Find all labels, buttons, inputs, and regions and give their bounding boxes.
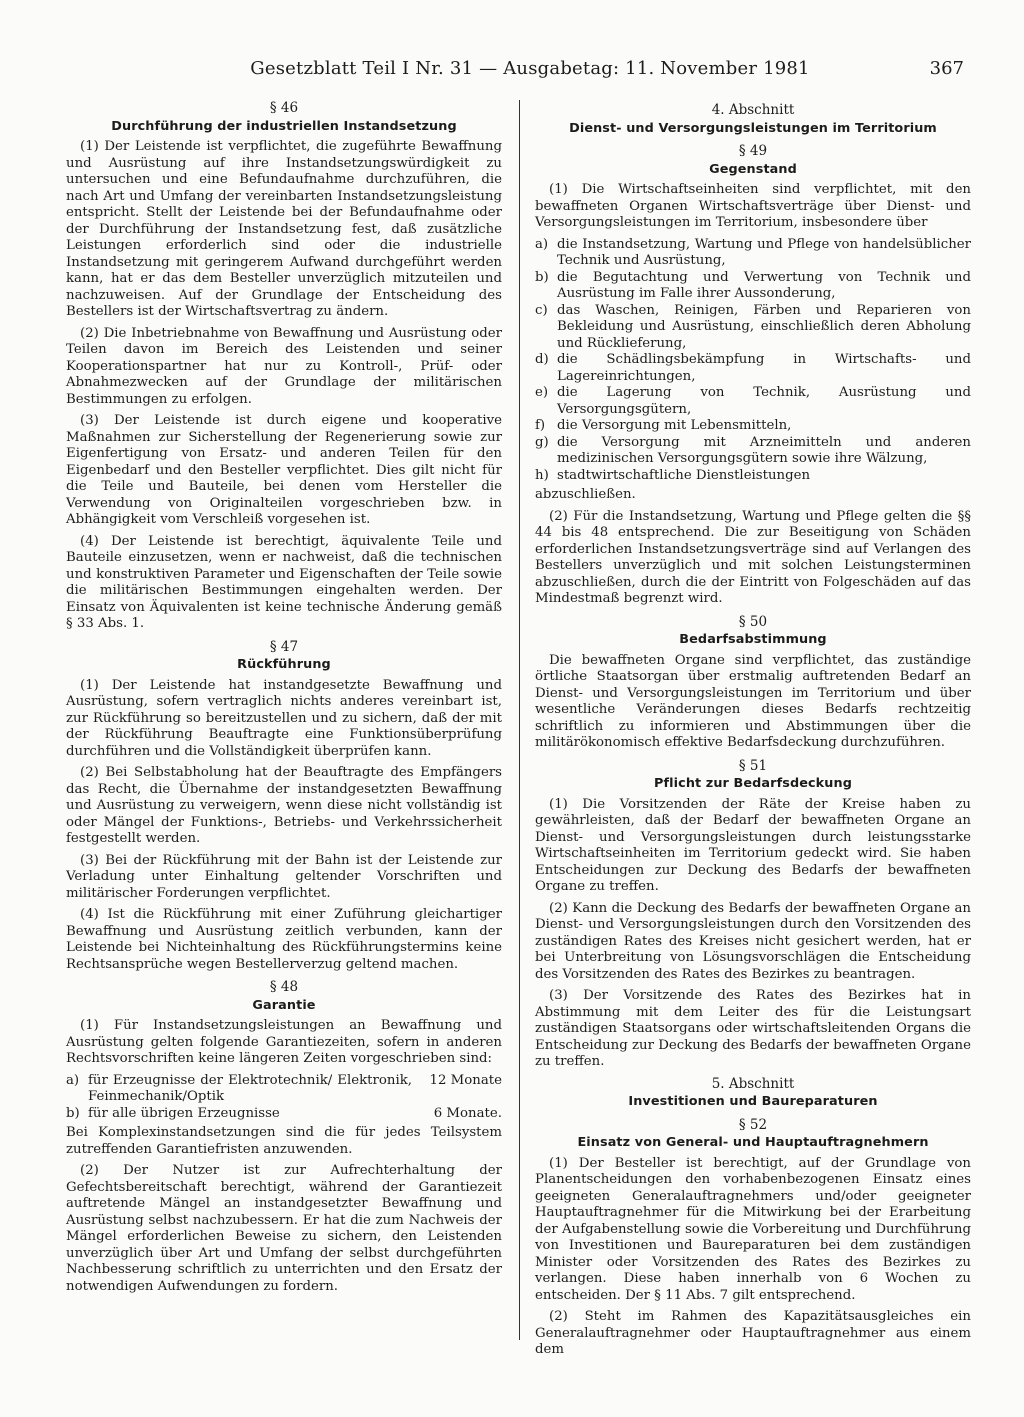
section-number: § 51: [738, 757, 768, 774]
page-header: [0, 58, 1024, 84]
chapter-title: Investitionen und Baureparaturen: [628, 1094, 878, 1109]
list-item: [535, 303, 971, 353]
list-marker: a): [535, 236, 549, 252]
paragraph: (2) Bei Selbstabholung hat der Beauftragte des Empfängers das Recht, die Übernahme der instandgesetzten Bewaffnung und Ausrüstung zu verweigern, wenn diese nicht vollständig ist oder Mängel der Funktions-, Betriebs- und Verkehrssicherheit festgestellt werden.: [66, 765, 502, 846]
list-text: die Lagerung von Technik, Ausrüstung und Versorgungsgütern,: [557, 385, 971, 417]
section-number: § 50: [738, 613, 768, 630]
paragraph: (3) Bei der Rückführung mit der Bahn ist der Leistende zur Verladung unter Einhaltung geltender Vorschriften und militärischer Forderungen verpflichtet.: [66, 852, 502, 901]
paragraph: (2) Die Inbetriebnahme von Bewaffnung und Ausrüstung oder Teilen davon im Bereich des Leistenden und seiner Kooperationspartner hat nur zu Kontroll-, Prüf- oder Abnahmezwecken auf der Grundlage der militärischen Bestimmungen zu erfolgen.: [66, 325, 502, 407]
list-marker: f): [535, 418, 546, 433]
list-item: [66, 1106, 502, 1123]
section-number: § 49: [738, 143, 768, 159]
list-marker: e): [535, 385, 549, 400]
paragraph: (1) Für Instandsetzungsleistungen an Bewaffnung und Ausrüstung gelten folgende Garantiezeiten, sofern in anderen Rechtsvorschriften keine längeren Zeiten vorgeschrieben sind:: [66, 1018, 502, 1066]
paragraph: Bei Komplexinstandsetzungen sind die für jedes Teilsystem zutreffenden Garantiefristen anzuwenden.: [66, 1125, 502, 1157]
services-list: [535, 237, 971, 485]
list-text: für alle übrigen Erzeugnisse: [88, 1105, 280, 1121]
list-text: das Waschen, Reinigen, Färben und Reparieren von Bekleidung und Ausrüstung, einschließlich deren Abholung und Rücklieferung,: [557, 302, 971, 351]
paragraph: (3) Der Leistende ist durch eigene und kooperative Maßnahmen zur Sicherstellung der Regenerierung sowie zur Eigenfertigung von Ersatz- und anderen Teilen für den Eigenbedarf und den Besteller verpflichtet. Dies gilt nicht für die Teile und Bauteile, bei denen vom Hersteller die Verwendung von Originalteilen vorgeschrieben bzw. in Abhängigkeit vom Verschleiß vorgesehen ist.: [66, 413, 502, 527]
column-divider: [519, 100, 520, 1340]
paragraph: (2) Für die Instandsetzung, Wartung und Pflege gelten die §§ 44 bis 48 entsprechend. Die zur Beseitigung von Schäden erforderlichen Instandsetzungsverträge sind auf Verlangen des Bestellers unverzüglich und mit solchen Leistungsterminen abzuschließen, durch die der Eintritt von Folgeschäden auf das Mindestmaß begrenzt wird.: [535, 508, 971, 606]
section-title: Einsatz von General- und Hauptauftragnehmern: [577, 1135, 929, 1150]
list-marker: b): [66, 1105, 80, 1121]
list-item: [535, 237, 971, 270]
list-item: [535, 468, 971, 485]
list-marker: h): [535, 467, 549, 483]
section-number: § 46: [269, 100, 299, 116]
paragraph: (1) Der Leistende ist verpflichtet, die zugeführte Bewaffnung und Ausrüstung auf ihre Instandsetzungswürdigkeit zu untersuchen und eine Befundaufnahme durchzuführen, die nach Art und Umfang der vereinbarten Instandsetzungsleistung entspricht. Stellt der Leistende bei der Befundaufnahme oder der Durchführung der Instandsetzung fest, daß zusätzliche Leistungen erforderlich sind oder die industrielle Instandsetzung mit geringerem Aufwand durchgeführt werden kann, hat er das dem Besteller unverzüglich mitzuteilen und nachzuweisen. Auf der Grundlage der Entscheidung des Bestellers ist der Wirtschaftsvertrag zu ändern.: [66, 139, 502, 319]
list-item: [535, 352, 971, 385]
paragraph: (4) Der Leistende ist berechtigt, äquivalente Teile und Bauteile einzusetzen, wenn er nachweist, daß die technischen und konstruktiven Parameter und Eigenschaften der Teile sowie die militärischen Bestimmungen eingehalten werden. Der Einsatz von Äquivalenten ist keine technische Änderung gemäß § 33 Abs. 1.: [66, 533, 502, 631]
page-number: 367: [929, 58, 964, 79]
section-title: Gegenstand: [709, 161, 797, 177]
section-title: Garantie: [252, 997, 316, 1013]
paragraph: (1) Der Leistende hat instandgesetzte Bewaffnung und Ausrüstung, sofern vertraglich nichts anderes vereinbart ist, zur Rückführung so bereitzustellen und zu sichern, daß der mit der Rückführung Beauftragte eine Funktionsüberprüfung durchführen und die Vollständigkeit überprüfen kann.: [66, 677, 502, 759]
left-column: [66, 100, 502, 1300]
chapter-label: 4. Abschnitt: [711, 102, 795, 118]
paragraph: abzuschließen.: [535, 487, 636, 502]
list-item: [535, 385, 971, 418]
list-text: stadtwirtschaftliche Dienstleistungen: [557, 467, 811, 483]
section-title: Rückführung: [237, 657, 331, 672]
paragraph: (3) Der Vorsitzende des Rates des Bezirkes hat in Abstimmung mit dem Leiter des für die Leistungsart zuständigen Staatsorgans oder wirtschaftsleitenden Organs die Entscheidung zur Deckung des Bedarfs der bewaffneten Organe zu treffen.: [535, 988, 971, 1069]
list-text: die Versorgung mit Lebensmitteln,: [557, 418, 792, 433]
list-marker: c): [535, 302, 548, 318]
section-title: Pflicht zur Bedarfsdeckung: [654, 776, 852, 791]
chapter-title: Dienst- und Versorgungsleistungen im Territorium: [569, 120, 937, 136]
list-item: [535, 418, 971, 435]
list-item: [66, 1073, 502, 1106]
list-item: [535, 435, 971, 468]
paragraph: (2) Steht im Rahmen des Kapazitätsausgleiches ein Generalauftragnehmer oder Hauptauftragnehmer aus einem dem: [535, 1309, 971, 1357]
paragraph: Die bewaffneten Organe sind verpflichtet, das zuständige örtliche Staatsorgan über erstmalig auftretenden Bedarf an Dienst- und Versorgungsleistungen im Territorium und über wesentliche Veränderungen dieses Bedarfs rechtzeitig schriftlich zu informieren und Abstimmungen über die militärökonomisch effektive Bedarfsdeckung durchzuführen.: [535, 652, 971, 750]
list-text: die Instandsetzung, Wartung und Pflege von handelsüblicher Technik und Ausrüstung,: [557, 236, 971, 268]
section-number: § 48: [269, 979, 299, 995]
list-value: 6 Monate.: [433, 1105, 502, 1121]
section-title: Bedarfsabstimmung: [679, 632, 827, 647]
guarantee-list: [66, 1073, 502, 1123]
paragraph: (2) Kann die Deckung des Bedarfs der bewaffneten Organe an Dienst- und Versorgungsleistungen durch den Vorsitzenden des zuständigen Rates des Kreises nicht gesichert werden, hat er bei Unterbreitung von Lösungsvorschlägen die Entscheidung des Vorsitzenden des Rates des Bezirkes zu beantragen.: [535, 900, 971, 982]
list-text: die Versorgung mit Arzneimitteln und anderen medizinischen Versorgungsgütern sowie ihre Wälzung,: [557, 434, 971, 466]
paragraph: (4) Ist die Rückführung mit einer Zuführung gleichartiger Bewaffnung und Ausrüstung zeitlich verbunden, kann der Leistende bei Nichteinhaltung des Rückführungstermins keine Rechtsansprüche wegen Bestellerverzug geltend machen.: [66, 907, 502, 972]
list-marker: d): [535, 352, 549, 367]
paragraph: (1) Der Besteller ist berechtigt, auf der Grundlage von Planentscheidungen den vorhabenbezogenen Einsatz eines geeigneten Generalauftragnehmers und/oder geeigneter Hauptauftragnehmer für die Mitwirkung bei der Erarbeitung der Aufgabenstellung sowie die Vorbereitung und Durchführung von Investitionen und Baureparaturen bei dem zuständigen Minister oder Vorsitzenden des Rates des Bezirkes zu verlangen. Diese haben innerhalb von 6 Wochen zu entscheiden. Der § 11 Abs. 7 gilt entsprechend.: [535, 1155, 971, 1303]
list-item: [535, 270, 971, 303]
list-marker: g): [535, 434, 549, 450]
list-text: die Begutachtung und Verwertung von Technik und Ausrüstung im Falle ihrer Aussonderung,: [557, 269, 971, 301]
section-title: Durchführung der industriellen Instandsetzung: [111, 118, 457, 134]
section-number: § 52: [738, 1116, 768, 1133]
header-title: Gesetzblatt Teil I Nr. 31 — Ausgabetag: 11. November 1981: [250, 58, 810, 79]
paragraph: (1) Die Vorsitzenden der Räte der Kreise haben zu gewährleisten, daß der Bedarf der bewaffneten Organe an Dienst- und Versorgungsleistungen durch leistungsstarke Wirtschaftseinheiten im Territorium gedeckt wird. Sie haben Entscheidungen zur Deckung des Bedarfs der bewaffneten Organe zu treffen.: [535, 796, 971, 894]
right-column: [535, 100, 971, 1364]
list-text: die Schädlingsbekämpfung in Wirtschafts- und Lagereinrichtungen,: [557, 352, 971, 384]
section-number: § 47: [269, 638, 299, 655]
list-value: 12 Monate: [429, 1072, 502, 1088]
paragraph: (1) Die Wirtschaftseinheiten sind verpflichtet, mit den bewaffneten Organen Wirtschaftsverträge über Dienst- und Versorgungsleistungen im Territorium, insbesondere über: [535, 182, 971, 230]
list-marker: b): [535, 269, 549, 285]
list-marker: a): [66, 1072, 80, 1088]
list-text: für Erzeugnisse der Elektrotechnik/ Elektronik, Feinmechanik/Optik: [88, 1072, 412, 1104]
paragraph: (2) Der Nutzer ist zur Aufrechterhaltung der Gefechtsbereitschaft berechtigt, während der Garantiezeit auftretende Mängel an instandgesetzter Bewaffnung und Ausrüstung selbst nachzubessern. Er hat die zum Nachweis der Mängel erforderlichen Beweise zu sichern, den Leistenden unverzüglich über Art und Umfang der selbst durchgeführten Nachbesserung schriftlich zu unterrichten und den Ersatz der notwendigen Aufwendungen zu fordern.: [66, 1163, 502, 1294]
chapter-label: 5. Abschnitt: [711, 1075, 795, 1092]
